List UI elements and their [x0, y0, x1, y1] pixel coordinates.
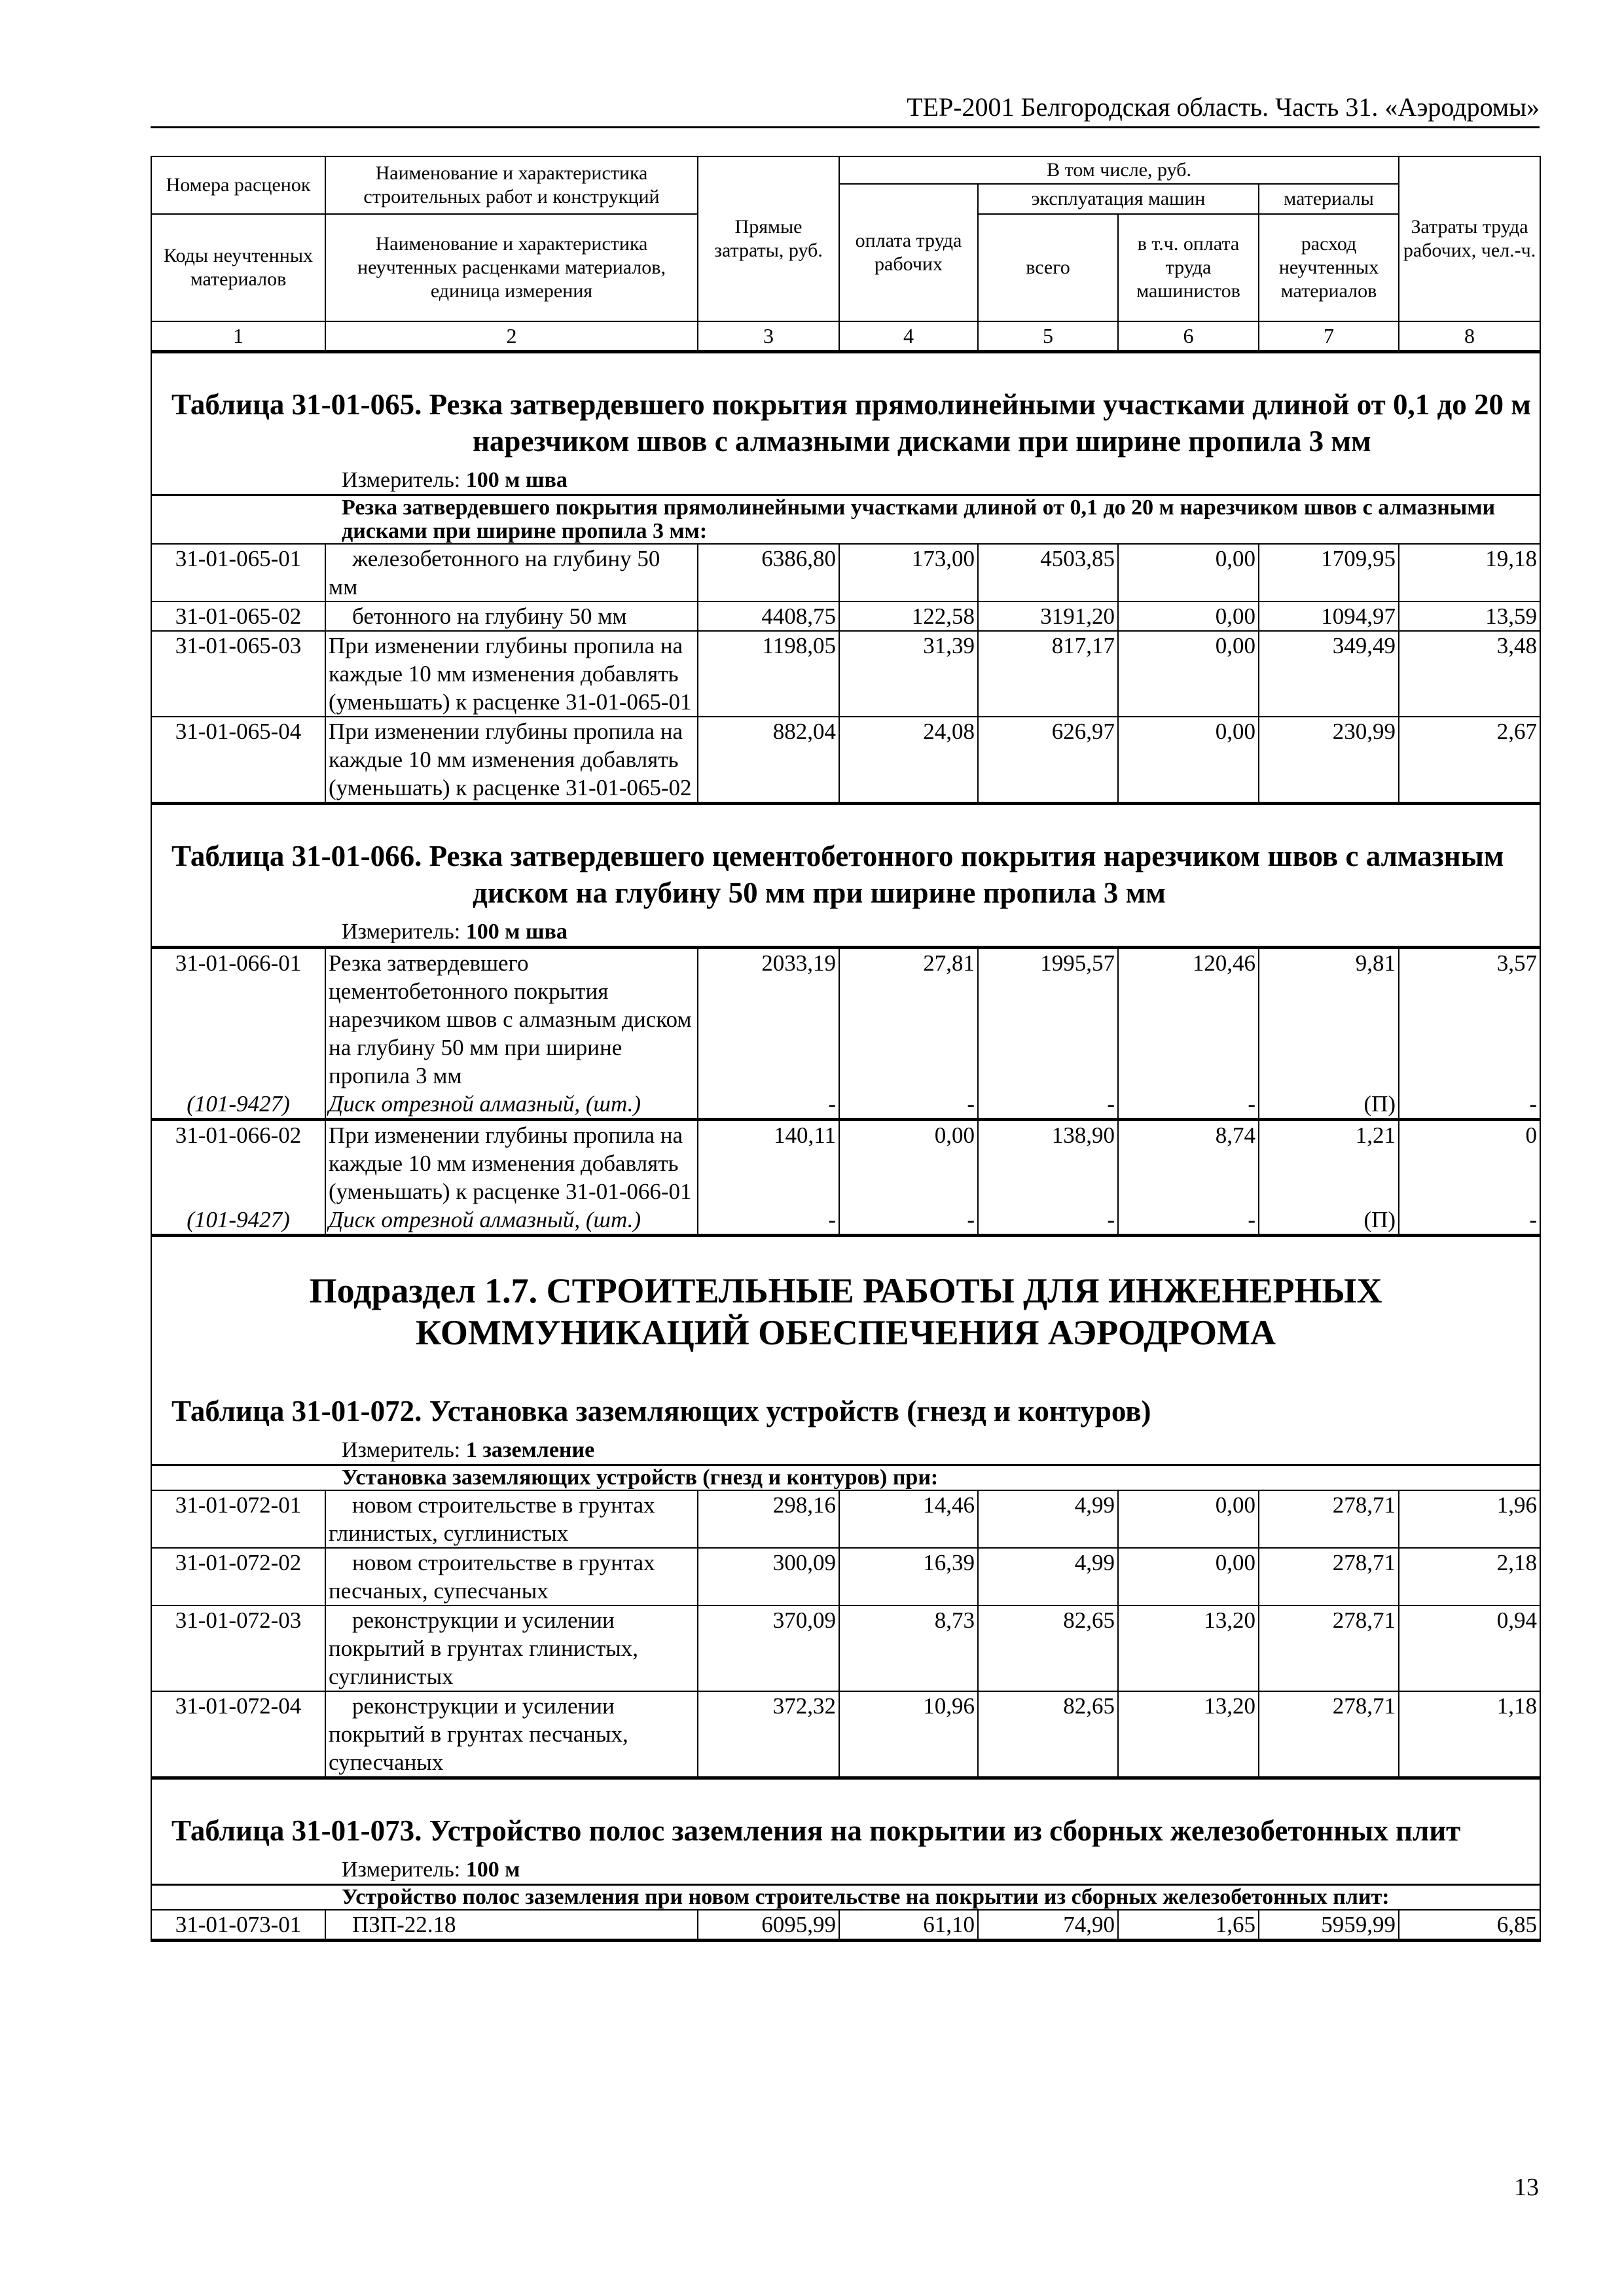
materials: 1709,95 [1259, 544, 1399, 601]
rate-name: реконструкции и усилении покрытий в грунтах песчаных, супесчаных [325, 1691, 698, 1778]
worker-pay: 27,81 [839, 948, 978, 1090]
materials: 230,99 [1259, 717, 1399, 804]
material-row [151, 1206, 1540, 1236]
rates-table [151, 156, 1541, 1942]
machines-total: 4503,85 [978, 544, 1118, 601]
rate-code: 31-01-066-01 [151, 948, 325, 1090]
worker-pay: 0,00 [839, 1120, 978, 1206]
column-number: 4 [839, 321, 978, 352]
direct-costs: 2033,19 [698, 948, 839, 1090]
subsection-title: Подраздел 1.7. СТРОИТЕЛЬНЫЕ РАБОТЫ ДЛЯ ИНЖЕНЕРНЫХ КОММУНИКАЦИЙ ОБЕСПЕЧЕНИЯ АЭРОДРОМА [151, 1236, 1540, 1361]
rate-name: Резка затвердевшего цементобетонного покрытия нарезчиком швов с алмазным диском на глубину 50 мм при ширине пропила 3 мм [325, 948, 698, 1090]
labor-hours: 3,48 [1399, 631, 1540, 717]
table-row [151, 717, 1540, 804]
labor-hours: - [1399, 1090, 1540, 1120]
rate-name: При изменении глубины пропила на каждые 10 мм изменения добавлять (уменьшать) к расценке 31-01-065-02 [325, 717, 698, 804]
materials: 278,71 [1259, 1691, 1399, 1778]
table-row [151, 1605, 1540, 1691]
rate-code: 31-01-065-02 [151, 601, 325, 631]
worker-pay: - [839, 1090, 978, 1120]
materials: 278,71 [1259, 1490, 1399, 1548]
measure-unit [151, 466, 1540, 495]
machines-total: 3191,20 [978, 601, 1118, 631]
machinist-pay: 0,00 [1118, 1548, 1259, 1605]
table-title [151, 352, 1540, 467]
measure-value: 100 м шва [465, 468, 568, 492]
materials: 9,81 [1259, 948, 1399, 1090]
material-row [151, 1090, 1540, 1120]
direct-costs: 882,04 [698, 717, 839, 804]
rate-name: ПЗП-22.18 [325, 1910, 698, 1941]
labor-hours: 1,18 [1399, 1691, 1540, 1778]
labor-hours: 0 [1399, 1120, 1540, 1206]
rate-name: новом строительстве в грунтах глинистых, суглинистых [325, 1490, 698, 1548]
column-number: 8 [1399, 321, 1540, 352]
header-including: В том числе, руб. [839, 156, 1399, 184]
column-number: 5 [978, 321, 1118, 352]
direct-costs: 372,32 [698, 1691, 839, 1778]
group-heading: Устройство полос заземления при новом строительстве на покрытии из сборных железобетонных плит: [151, 1885, 1540, 1910]
machines-total: - [978, 1090, 1118, 1120]
machinist-pay: 0,00 [1118, 601, 1259, 631]
rate-code: 31-01-072-01 [151, 1490, 325, 1548]
labor-hours: 13,59 [1399, 601, 1540, 631]
direct-costs: - [698, 1206, 839, 1236]
machines-total: 1995,57 [978, 948, 1118, 1090]
direct-costs: 298,16 [698, 1490, 839, 1548]
materials: 5959,99 [1259, 1910, 1399, 1941]
machines-total: - [978, 1206, 1118, 1236]
material-name: Диск отрезной алмазный, (шт.) [325, 1090, 698, 1120]
header-direct-costs: Прямые затраты, руб. [698, 156, 839, 321]
machines-total: 817,17 [978, 631, 1118, 717]
direct-costs: - [698, 1090, 839, 1120]
rate-name: При изменении глубины пропила на каждые 10 мм изменения добавлять (уменьшать) к расценке 31-01-065-01 [325, 631, 698, 717]
column-number: 7 [1259, 321, 1399, 352]
labor-hours: 2,67 [1399, 717, 1540, 804]
measure-label: Измеритель: [342, 1857, 466, 1882]
labor-hours: 6,85 [1399, 1910, 1540, 1941]
machinist-pay: 0,00 [1118, 544, 1259, 601]
machines-total: 4,99 [978, 1490, 1118, 1548]
labor-hours: 3,57 [1399, 948, 1540, 1090]
group-heading: Установка заземляющих устройств (гнезд и контуров) при: [151, 1465, 1540, 1491]
rate-name: реконструкции и усилении покрытий в грунтах глинистых, суглинистых [325, 1605, 698, 1691]
rate-code: 31-01-066-02 [151, 1120, 325, 1206]
rate-code: 31-01-072-04 [151, 1691, 325, 1778]
materials: 278,71 [1259, 1548, 1399, 1605]
table-row [151, 1120, 1540, 1206]
materials: 1,21 [1259, 1120, 1399, 1206]
machinist-pay: 0,00 [1118, 1490, 1259, 1548]
table-row [151, 1548, 1540, 1605]
header-machines-total: всего [978, 214, 1118, 321]
rate-code: 31-01-065-04 [151, 717, 325, 804]
group-heading: Резка затвердевшего покрытия прямолинейными участками длиной от 0,1 до 20 м нарезчиком швов с алмазными дисками при ширине пропила 3 мм: [151, 495, 1540, 545]
direct-costs: 6095,99 [698, 1910, 839, 1941]
worker-pay: 173,00 [839, 544, 978, 601]
labor-hours: 1,96 [1399, 1490, 1540, 1548]
measure-value: 100 м [465, 1857, 520, 1882]
direct-costs: 1198,05 [698, 631, 839, 717]
header-work-name: Наименование и характеристика строительных работ и конструкций [325, 156, 698, 214]
direct-costs: 4408,75 [698, 601, 839, 631]
rate-name: При изменении глубины пропила на каждые 10 мм изменения добавлять (уменьшать) к расценке 31-01-066-01 [325, 1120, 698, 1206]
header-rate-numbers: Номера расценок [151, 156, 325, 214]
machines-total: 82,65 [978, 1605, 1118, 1691]
materials: 278,71 [1259, 1605, 1399, 1691]
header-materials: материалы [1259, 184, 1399, 214]
machines-total: 626,97 [978, 717, 1118, 804]
measure-label: Измеритель: [342, 468, 466, 492]
column-number: 6 [1118, 321, 1259, 352]
machinist-pay: 0,00 [1118, 717, 1259, 804]
direct-costs: 6386,80 [698, 544, 839, 601]
direct-costs: 370,09 [698, 1605, 839, 1691]
measure-label: Измеритель: [342, 1438, 466, 1462]
table-row [151, 601, 1540, 631]
table-title [151, 1778, 1540, 1856]
rate-code: 31-01-073-01 [151, 1910, 325, 1941]
table-title-text: Таблица 31-01-073. Устройство полос заземления на покрытии из сборных железобетонных плит [171, 1814, 1461, 1847]
measure-label: Измеритель: [342, 920, 466, 944]
header-machines: эксплуатация машин [978, 184, 1259, 214]
machinist-pay: 13,20 [1118, 1691, 1259, 1778]
labor-hours: 0,94 [1399, 1605, 1540, 1691]
worker-pay: 24,08 [839, 717, 978, 804]
labor-hours: 19,18 [1399, 544, 1540, 601]
column-number: 2 [325, 321, 698, 352]
material-code: (101-9427) [151, 1206, 325, 1236]
header-worker-pay: оплата труда рабочих [839, 184, 978, 321]
machines-total: 74,90 [978, 1910, 1118, 1941]
rate-name: новом строительстве в грунтах песчаных, супесчаных [325, 1548, 698, 1605]
column-number: 3 [698, 321, 839, 352]
table-title [151, 804, 1540, 918]
running-header: ТЕР-2001 Белгородская область. Часть 31. «Аэродромы» [151, 92, 1540, 128]
machinist-pay: - [1118, 1206, 1259, 1236]
table-row [151, 948, 1540, 1090]
machinist-pay: 0,00 [1118, 631, 1259, 717]
worker-pay: 122,58 [839, 601, 978, 631]
rate-code: 31-01-072-02 [151, 1548, 325, 1605]
header-labor: Затраты труда рабочих, чел.-ч. [1399, 156, 1540, 321]
direct-costs: 300,09 [698, 1548, 839, 1605]
material-name: Диск отрезной алмазный, (шт.) [325, 1206, 698, 1236]
measure-unit [151, 918, 1540, 948]
header-material-codes: Коды неучтенных материалов [151, 214, 325, 321]
worker-pay: 61,10 [839, 1910, 978, 1941]
machinist-pay: 13,20 [1118, 1605, 1259, 1691]
labor-hours: - [1399, 1206, 1540, 1236]
machinist-pay: 1,65 [1118, 1910, 1259, 1941]
materials: (П) [1259, 1090, 1399, 1120]
worker-pay: 10,96 [839, 1691, 978, 1778]
rate-code: 31-01-065-01 [151, 544, 325, 601]
materials: 1094,97 [1259, 601, 1399, 631]
header-machinist-pay: в т.ч. оплата труда машинистов [1118, 214, 1259, 321]
table-title-text: Таблица 31-01-072. Установка заземляющих устройств (гнезд и контуров) [171, 1395, 1151, 1427]
materials: (П) [1259, 1206, 1399, 1236]
rate-code: 31-01-065-03 [151, 631, 325, 717]
header-unaccounted-materials: расход неучтенных материалов [1259, 214, 1399, 321]
table-row [151, 544, 1540, 601]
table-row [151, 1910, 1540, 1941]
direct-costs: 140,11 [698, 1120, 839, 1206]
measure-unit [151, 1436, 1540, 1465]
worker-pay: 16,39 [839, 1548, 978, 1605]
worker-pay: 31,39 [839, 631, 978, 717]
table-row [151, 1490, 1540, 1548]
rate-name: железобетонного на глубину 50 мм [325, 544, 698, 601]
measure-unit [151, 1856, 1540, 1885]
machines-total: 138,90 [978, 1120, 1118, 1206]
materials: 349,49 [1259, 631, 1399, 717]
column-number: 1 [151, 321, 325, 352]
material-code: (101-9427) [151, 1090, 325, 1120]
table-title-text: Таблица 31-01-066. Резка затвердевшего цементобетонного покрытия нарезчиком швов с алмазным диском на глубину 50 мм при ширине пропила 3 мм [171, 840, 1504, 909]
worker-pay: 8,73 [839, 1605, 978, 1691]
machines-total: 4,99 [978, 1548, 1118, 1605]
measure-value: 1 заземление [465, 1438, 595, 1462]
measure-value: 100 м шва [465, 920, 568, 944]
machines-total: 82,65 [978, 1691, 1118, 1778]
header-material-names: Наименование и характеристика неучтенных расценками материалов, единица измерения [325, 214, 698, 321]
machinist-pay: 8,74 [1118, 1120, 1259, 1206]
labor-hours: 2,18 [1399, 1548, 1540, 1605]
machinist-pay: - [1118, 1090, 1259, 1120]
machinist-pay: 120,46 [1118, 948, 1259, 1090]
rate-name: бетонного на глубину 50 мм [325, 601, 698, 631]
page-number: 13 [1514, 2174, 1539, 2201]
table-row [151, 631, 1540, 717]
table-title [151, 1360, 1540, 1436]
worker-pay: - [839, 1206, 978, 1236]
rate-code: 31-01-072-03 [151, 1605, 325, 1691]
table-title-text: Таблица 31-01-065. Резка затвердевшего покрытия прямолинейными участками длиной от 0,1 до 20 м нарезчиком швов с алмазными дисками при ширине пропила 3 мм [171, 388, 1531, 457]
table-row [151, 1691, 1540, 1778]
worker-pay: 14,46 [839, 1490, 978, 1548]
